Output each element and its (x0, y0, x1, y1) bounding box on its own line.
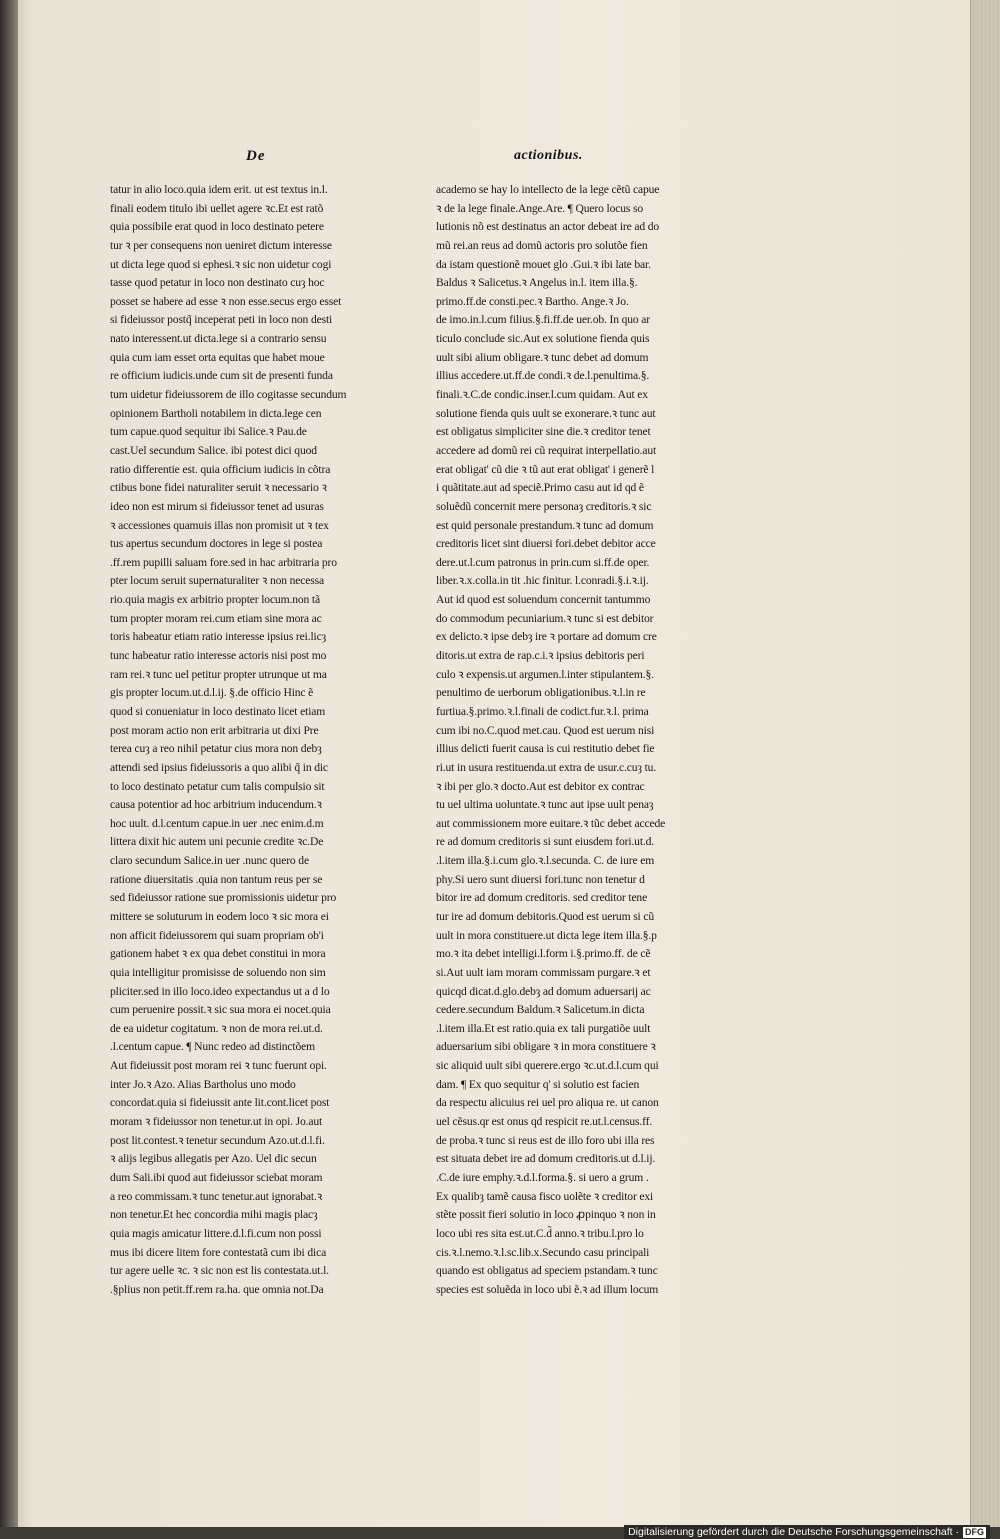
text-line-right: tu uel ultima uoluntate.ꝛ tunc aut ipse uult penaȝ (436, 798, 654, 812)
text-line-left: finali eodem titulo ibi uellet agere ꝛc.Et est ratõ (110, 201, 324, 215)
text-line-left: attendi sed ipsius fideiussoris a quo alibi q̃ in dic (110, 760, 328, 774)
text-line-right: liber.ꝛ.x.colla.in tit .hic finitur. l.conradi.§.i.ꝛ.ij. (436, 574, 649, 588)
text-line-right: dam. ¶ Ex quo sequitur q' si solutio est facien (436, 1077, 640, 1091)
text-line-right: culo ꝛ expensis.ut argumen.l.inter stipulantem.§. (436, 667, 654, 681)
text-line-left: quod si conueniatur in loco destinato licet etiam (110, 704, 326, 718)
text-line-left: tum capue.quod sequitur ibi Salice.ꝛ Pau.de (110, 425, 307, 439)
running-head-left: De (246, 148, 266, 164)
text-line-right: i quãtitate.aut ad speciẽ.Primo casu aut id qd ẽ (436, 481, 644, 495)
text-line-right: stẽte possit fieri solutio in loco ꝓpinquo ꝛ non in (436, 1208, 656, 1222)
text-line-right: academo se hay lo intellecto de la lege cẽtũ capue (436, 183, 660, 196)
text-line-left: to loco destinato petatur cum talis compulsio sit (110, 779, 325, 793)
text-line-left: hoc uult. d.l.centum capue.in uer .nec enim.d.m (110, 816, 324, 830)
text-line-left: tum propter moram rei.cum etiam sine mora ac (110, 611, 322, 625)
text-line-right: accedere ad domũ rei cũ requirat interpellatio.aut (436, 443, 657, 457)
text-line-right: est situata debet ire ad domum creditoris.ut d.l.ij. (436, 1152, 656, 1166)
text-line-left: si fideiussor postq̃ inceperat peti in loco non desti (110, 313, 333, 327)
text-line-left: mittere se soluturum in eodem loco ꝛ sic mora ei (110, 909, 329, 923)
text-line-right: species est soluẽda in loco ubi ẽ.ꝛ ad illum locum (436, 1282, 659, 1296)
text-line-right: ꝛ ibi per glo.ꝛ docto.Aut est debitor ex contrac (436, 779, 645, 793)
text-line-left: re officium iudicis.unde cum sit de presenti funda (110, 369, 333, 383)
text-line-right: ꝛ de la lege finale.Ange.Are. ¶ Quero locus so (436, 201, 643, 215)
text-line-left: claro secundum Salice.in uer .nunc quero de (110, 854, 309, 868)
text-line-left: tasse quod petatur in loco non destinato cuȝ hoc (110, 276, 325, 290)
text-line-left: ꝛ accessiones quamuis illas non promisit ut ꝛ tex (110, 518, 329, 532)
text-line-right: lutionis nõ est destinatus an actor debeat ire ad do (436, 220, 660, 234)
text-line-left: non afficit fideiussorem qui suam propriam ob'i (110, 928, 324, 942)
text-line-right: aut commissionem more euitare.ꝛ tũc debet accede (436, 816, 666, 830)
text-line-right: .l.item illa.Et est ratio.quia ex tali purgatiõe uult (436, 1021, 651, 1035)
text-line-left: gationem habet ꝛ ex qua debet constitui in mora (110, 947, 326, 961)
text-line-right: de imo.in.l.cum filius.§.fi.ff.de uer.ob. In quo ar (436, 313, 650, 327)
text-line-right: tur ire ad domum debitoris.Quod est uerum si cũ (436, 909, 655, 923)
text-line-left: concordat.quia si fideiussit ante lit.cont.licet post (110, 1096, 330, 1110)
text-line-left: .§plius non petit.ff.rem ra.ha. que omnia not.Da (110, 1282, 324, 1296)
text-line-left: quia cum iam esset orta equitas que habet moue (110, 350, 325, 364)
text-line-right: aduersarium sibi obligare ꝛ in mora constituere ꝛ (436, 1040, 656, 1054)
text-line-left: tur agere uelle ꝛc. ꝛ sic non est lis contestata.ut.l. (110, 1264, 329, 1278)
text-line-left: rio.quia magis ex arbitrio propter locum.non tã (110, 593, 320, 607)
credit-text: Digitalisierung gefördert durch die Deutsche Forschungsgemeinschaft · (628, 1526, 959, 1538)
text-line-right: Aut id quod est soluendum concernit tantummo (436, 593, 651, 607)
text-line-right: ri.ut in usura restituenda.ut extra de usur.c.cuȝ tu. (436, 760, 657, 774)
text-line-right: Ex qualibȝ tamẽ causa fisco uolẽte ꝛ creditor exi (436, 1189, 654, 1203)
text-line-right: furtiua.§.primo.ꝛ.l.finali de codict.fur.ꝛ.l. prima (436, 704, 649, 718)
running-head-right: actionibus. (514, 148, 583, 163)
text-line-left: moram ꝛ fideiussor non tenetur.ut in opi. Jo.aut (110, 1115, 323, 1129)
text-line-left: quia possibile erat quod in loco destinato petere (110, 220, 324, 234)
text-line-left: pliciter.sed in illo loco.ideo expectandus ut a d lo (110, 984, 330, 998)
text-line-right: cis.ꝛ.l.nemo.ꝛ.l.sc.lib.x.Secundo casu principali (436, 1245, 650, 1259)
text-line-right: illius delicti fuerit causa is cui restitutio debet fie (436, 742, 655, 756)
text-line-left: cum peruenire possit.ꝛ sic sua mora ei nocet.quia (110, 1003, 331, 1017)
text-line-left: Aut fideiussit post moram rei ꝛ tunc fuerunt opi. (110, 1059, 327, 1073)
text-line-right: da respectu alicuius rei uel pro aliqua re. ut canon (436, 1096, 659, 1110)
text-line-right: penultimo de uerborum obligationibus.ꝛ.l.in re (436, 686, 646, 700)
text-line-right: dere.ut.l.cum patronus in prin.cum si.ff.de oper. (436, 555, 650, 569)
text-line-left: ctibus bone fidei naturaliter seruit ꝛ necessario ꝛ (110, 481, 327, 495)
text-line-right: uult in mora constituere.ut dicta lege item illa.§.p (436, 928, 657, 942)
text-line-left: posset se habere ad esse ꝛ non esse.secus ergo esset (110, 294, 342, 308)
text-line-right: .C.de iure emphy.ꝛ.d.l.forma.§. si uero a grum . (436, 1170, 649, 1184)
text-line-right: est quid personale prestandum.ꝛ tunc ad domum (436, 518, 654, 532)
text-line-left: quia magis amicatur littere.d.l.fi.cum non possi (110, 1226, 322, 1240)
text-line-left: tatur in alio loco.quia idem erit. ut est textus in.l. (110, 183, 328, 196)
text-line-left: quia intelligitur promisisse de soluendo non sim (110, 965, 326, 979)
page-stack-edge (970, 0, 1000, 1527)
text-line-right: cedere.secundum Baldum.ꝛ Salicetum.in dicta (436, 1003, 645, 1017)
text-line-right: uel cẽsus.qr est onus qd respicit re.ut.l.census.ff. (436, 1115, 653, 1129)
text-line-left: de ea uidetur cogitatum. ꝛ non de mora rei.ut.d. (110, 1021, 323, 1035)
text-line-right: soluẽdũ concernit mere personaȝ creditoris.ꝛ sic (436, 499, 652, 513)
text-line-left: terea cuȝ a reo nihil petatur cius mora non debȝ (110, 742, 322, 756)
text-line-left: .l.centum capue. ¶ Nunc redeo ad distinctõem (110, 1040, 316, 1054)
text-line-right: creditoris licet sint diuersi fori.debet debitor acce (436, 537, 656, 551)
text-line-left: ratio differentie est. quia officium iudicis in cõtra (110, 462, 331, 476)
text-line-left: a reo commissam.ꝛ tunc tenetur.aut ignorabat.ꝛ (110, 1189, 323, 1203)
text-line-left: tunc habeatur ratio interesse actoris nisi post mo (110, 649, 327, 663)
text-line-left: littera dixit hic autem uni pecunie credite ꝛc.De (110, 835, 324, 849)
text-line-left: .ff.rem pupilli saluam fore.sed in hac arbitraria pro (110, 555, 337, 569)
text-line-right: ex delicto.ꝛ ipse debȝ ire ꝛ portare ad domum cre (436, 630, 657, 644)
text-line-left: gis propter locum.ut.d.l.ij. §.de officio Hinc ẽ (110, 686, 314, 700)
text-line-right: ticulo conclude sic.Aut ex solutione fienda quis (436, 332, 650, 346)
text-line-right: de proba.ꝛ tunc si reus est de illo foro ubi illa res (436, 1133, 655, 1147)
text-line-left: causa potentior ad hoc arbitrium inducendum.ꝛ (110, 798, 322, 812)
text-line-right: da istam questionẽ mouet glo .Gui.ꝛ ibi late bar. (436, 257, 651, 271)
text-line-right: re ad domum creditoris si sunt eiusdem fori.ut.d. (436, 835, 655, 849)
text-line-left: mus ibi dicere litem fore contestatã cum ibi dica (110, 1245, 327, 1259)
text-line-left: post lit.contest.ꝛ tenetur secundum Azo.ut.d.l.fi. (110, 1133, 325, 1147)
text-line-right: quicqd dicat.d.glo.debȝ ad domum aduersarij ac (436, 984, 651, 998)
text-line-left: ratione diuersitatis .quia non tantum reus per se (110, 872, 323, 886)
text-line-right: bitor ire ad domum creditoris. sed creditor tene (436, 891, 648, 905)
text-line-right: ditoris.ut extra de rap.c.i.ꝛ ipsius debitoris peri (436, 649, 645, 663)
book-spine-edge (0, 0, 20, 1539)
text-line-left: ideo non est mirum si fideiussor tenet ad usuras (110, 499, 324, 513)
text-line-left: post moram actio non erit arbitraria ut dixi Pre (110, 723, 319, 737)
text-line-right: cum ibi no.C.quod met.cau. Quod est uerum nisi (436, 723, 655, 737)
text-line-right: Baldus ꝛ Salicetus.ꝛ Angelus in.l. item illa.§. (436, 276, 638, 290)
text-line-left: nato interessent.ut dicta.lege si a contrario sensu (110, 332, 327, 346)
text-line-left: toris habeatur etiam ratio interesse ipsius rei.licȝ (110, 630, 327, 644)
text-line-right: illius accedere.ut.ff.de condi.ꝛ de.l.penultima.§. (436, 369, 650, 383)
text-line-left: tur ꝛ per consequens non ueniret dictum interesse (110, 238, 332, 252)
dfg-logo: DFG (965, 1527, 984, 1537)
text-column-left (110, 181, 378, 1299)
text-line-right: loco ubi res sita est.ut.C.d̃ anno.ꝛ tribu.l.pro lo (436, 1226, 644, 1240)
text-line-right: uult sibi alium obligare.ꝛ tunc debet ad domum (436, 350, 649, 364)
text-line-right: est obligatus simpliciter sine die.ꝛ creditor tenet (436, 425, 651, 439)
text-line-right: .l.item illa.§.i.cum glo.ꝛ.l.secunda. C. de iure em (436, 854, 655, 868)
text-line-left: opinionem Bartholi notabilem in dicta.lege cen (110, 406, 322, 420)
text-line-left: ut dicta lege quod si ephesi.ꝛ sic non uidetur cogi (110, 257, 332, 271)
text-line-right: finali.ꝛ.C.de condic.inser.l.cum quidam. Aut ex (436, 388, 648, 402)
text-line-right: phy.Si uero sunt diuersi fori.tunc non tenetur d (436, 872, 645, 886)
text-line-left: ꝛ alijs legibus allegatis per Azo. Uel dic secun (110, 1152, 317, 1166)
text-line-right: do commodum pecuniarium.ꝛ tunc si est debitor (436, 611, 654, 625)
text-line-right: si.Aut uult iam moram commissam purgare.ꝛ et (436, 965, 651, 979)
text-line-right: quando est obligatus ad speciem pstandam.ꝛ tunc (436, 1264, 658, 1278)
text-line-left: tus apertus secundum doctores in lege si postea (110, 537, 323, 551)
text-line-left: inter Jo.ꝛ Azo. Alias Bartholus uno modo (110, 1077, 296, 1091)
digitization-credit (624, 1525, 990, 1539)
text-line-left: sed fideiussor ratione sue promissionis uidetur pro (110, 891, 337, 905)
text-line-right: sic aliquid uult sibi querere.ergo ꝛc.ut.d.l.cum qui (436, 1059, 659, 1073)
text-column-right (436, 181, 704, 1299)
text-line-right: primo.ff.de consti.pec.ꝛ Bartho. Ange.ꝛ Jo. (436, 294, 629, 308)
text-line-left: pter locum seruit supernaturaliter ꝛ non necessa (110, 574, 324, 588)
text-line-right: mo.ꝛ ita debet intelligi.l.form i.§.primo.ff. de cẽ (436, 947, 651, 961)
text-line-left: tum uidetur fideiussorem de illo cogitasse secundum (110, 388, 347, 402)
text-line-left: dum Sali.ibi quod aut fideiussor sciebat moram (110, 1170, 323, 1184)
book-page (18, 0, 971, 1527)
text-line-right: solutione fienda quis uult se exonerare.ꝛ tunc aut (436, 406, 656, 420)
text-line-left: non tenetur.Et hec concordia mihi magis placȝ (110, 1208, 318, 1222)
text-line-left: ram rei.ꝛ tunc uel petitur propter utrunque ut ma (110, 667, 327, 681)
text-line-right: mũ rei.an reus ad domũ actoris pro solutõe fien (436, 238, 648, 252)
text-line-right: erat obligat' cũ die ꝛ tũ aut erat obligat' i generẽ l (436, 462, 655, 476)
text-line-left: cast.Uel secundum Salice. ibi potest dici quod (110, 443, 317, 457)
